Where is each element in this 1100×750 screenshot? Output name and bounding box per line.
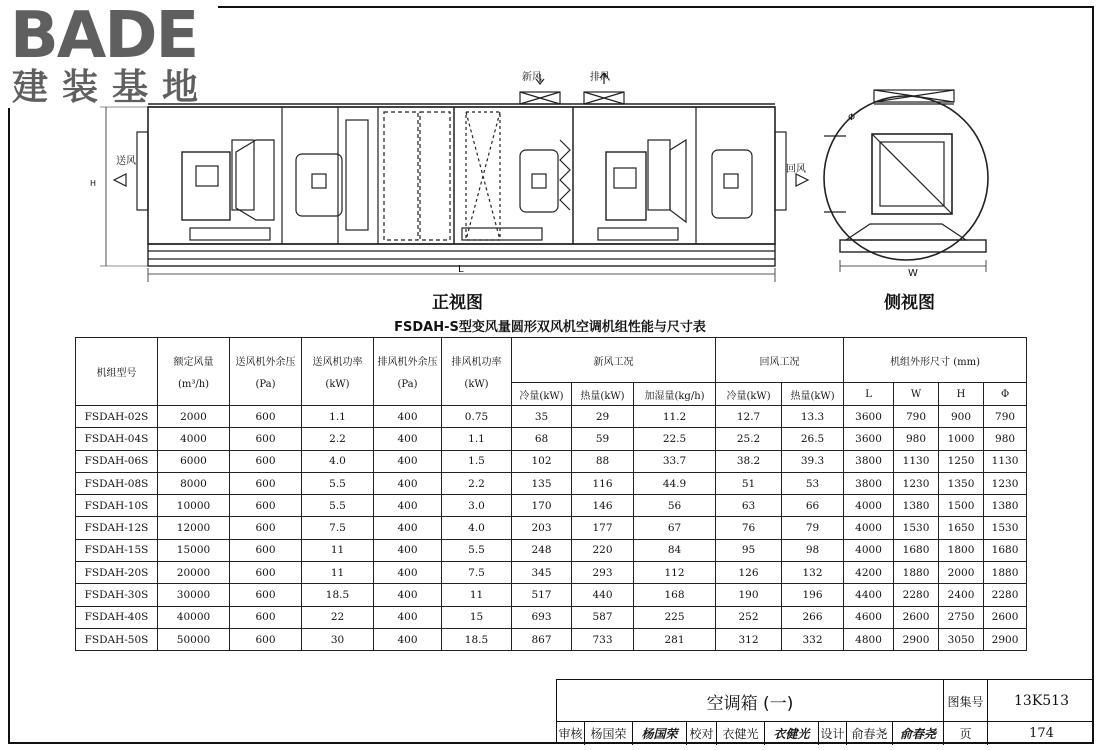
- table-cell: 587: [572, 606, 634, 628]
- table-cell: 220: [572, 539, 634, 561]
- label-fresh-air: 新风: [522, 72, 542, 83]
- table-cell: 38.2: [716, 450, 782, 472]
- table-cell: 5.5: [302, 472, 374, 494]
- table-cell: 600: [230, 495, 302, 517]
- table-cell: 88: [572, 450, 634, 472]
- table-cell: 98: [782, 539, 844, 561]
- table-cell: 1130: [984, 450, 1027, 472]
- table-cell: 30: [302, 628, 374, 650]
- th-L: L: [844, 383, 894, 406]
- table-cell: 400: [374, 450, 442, 472]
- table-cell: 693: [512, 606, 572, 628]
- table-cell: 400: [374, 584, 442, 606]
- table-cell: 4.0: [442, 517, 512, 539]
- table-cell: 400: [374, 517, 442, 539]
- table-cell: 2280: [894, 584, 939, 606]
- reviewer-signature: 杨国荣: [633, 722, 687, 745]
- table-cell: 281: [634, 628, 716, 650]
- table-cell: 30000: [158, 584, 230, 606]
- table-cell: 1.1: [442, 428, 512, 450]
- table-cell: 2900: [894, 628, 939, 650]
- spec-table: [75, 337, 1027, 651]
- label-return-air: 回风: [786, 164, 806, 175]
- table-cell: 29: [572, 406, 634, 428]
- table-cell: 76: [716, 517, 782, 539]
- table-cell: 5.5: [302, 495, 374, 517]
- table-cell: 1380: [984, 495, 1027, 517]
- table-cell: 53: [782, 472, 844, 494]
- table-cell: 168: [634, 584, 716, 606]
- table-cell: 2400: [939, 584, 984, 606]
- table-cell: 4000: [158, 428, 230, 450]
- table-cell: 400: [374, 406, 442, 428]
- table-cell: 11: [302, 539, 374, 561]
- table-cell: 1530: [984, 517, 1027, 539]
- table-cell: 13.3: [782, 406, 844, 428]
- table-cell: 600: [230, 628, 302, 650]
- table-cell: 3800: [844, 472, 894, 494]
- table-cell: 2900: [984, 628, 1027, 650]
- logo-brand: BADE: [10, 0, 198, 73]
- th-supply-power: 送风机功率 (kW): [302, 338, 374, 406]
- title-block: [556, 679, 1094, 744]
- table-cell: 600: [230, 606, 302, 628]
- table-row: [76, 450, 1027, 472]
- th-airflow: 额定风量 (m³/h): [158, 338, 230, 406]
- front-view-label: 正视图: [432, 293, 483, 313]
- th-phi: Φ: [984, 383, 1027, 406]
- table-cell: 1250: [939, 450, 984, 472]
- table-cell: 2600: [894, 606, 939, 628]
- checker-name: 衣健光: [717, 722, 765, 745]
- th-cooling: 冷量(kW): [512, 383, 572, 406]
- table-cell: 84: [634, 539, 716, 561]
- table-cell: 10000: [158, 495, 230, 517]
- table-cell: 1680: [894, 539, 939, 561]
- table-cell: 68: [512, 428, 572, 450]
- table-cell: 2.2: [302, 428, 374, 450]
- table-cell: 132: [782, 562, 844, 584]
- table-cell: 3.0: [442, 495, 512, 517]
- drawing-name: 空调箱 (一): [557, 680, 944, 722]
- atlas-number: 13K513: [1014, 693, 1069, 709]
- label-dim-width: W: [908, 268, 918, 279]
- th-dimension-group: 机组外形尺寸 (mm): [844, 338, 1027, 383]
- table-cell: 1530: [894, 517, 939, 539]
- table-cell: FSDAH-20S: [76, 562, 158, 584]
- table-cell: 312: [716, 628, 782, 650]
- table-cell: 867: [512, 628, 572, 650]
- table-cell: 790: [894, 406, 939, 428]
- table-row: [76, 539, 1027, 561]
- table-cell: 1500: [939, 495, 984, 517]
- table-row: [76, 495, 1027, 517]
- table-cell: 7.5: [442, 562, 512, 584]
- table-row: [76, 606, 1027, 628]
- table-cell: 146: [572, 495, 634, 517]
- table-cell: 1380: [894, 495, 939, 517]
- table-cell: 733: [572, 628, 634, 650]
- table-cell: 25.2: [716, 428, 782, 450]
- table-cell: 22.5: [634, 428, 716, 450]
- table-cell: 600: [230, 472, 302, 494]
- table-cell: 3600: [844, 428, 894, 450]
- table-cell: 600: [230, 428, 302, 450]
- table-cell: 4.0: [302, 450, 374, 472]
- table-cell: FSDAH-02S: [76, 406, 158, 428]
- page-label: 页: [944, 722, 988, 745]
- table-row: [76, 562, 1027, 584]
- table-cell: 51: [716, 472, 782, 494]
- table-cell: 4400: [844, 584, 894, 606]
- table-cell: 600: [230, 406, 302, 428]
- table-cell: 196: [782, 584, 844, 606]
- reviewer-name: 杨国荣: [585, 722, 633, 745]
- design-label: 设计: [819, 722, 847, 745]
- table-cell: 440: [572, 584, 634, 606]
- table-row: [76, 517, 1027, 539]
- th-fresh-air-group: 新风工况: [512, 338, 716, 383]
- table-cell: 980: [984, 428, 1027, 450]
- table-cell: 980: [894, 428, 939, 450]
- table-cell: 63: [716, 495, 782, 517]
- logo-subtitle: 建装基地: [12, 67, 213, 108]
- table-cell: 1800: [939, 539, 984, 561]
- label-supply-air: 送风: [116, 156, 136, 167]
- table-cell: 3800: [844, 450, 894, 472]
- table-cell: 400: [374, 495, 442, 517]
- table-cell: 1350: [939, 472, 984, 494]
- table-cell: 1880: [894, 562, 939, 584]
- table-cell: 1680: [984, 539, 1027, 561]
- table-cell: 2000: [939, 562, 984, 584]
- table-cell: 4000: [844, 539, 894, 561]
- table-cell: 190: [716, 584, 782, 606]
- table-cell: 400: [374, 428, 442, 450]
- table-cell: 4200: [844, 562, 894, 584]
- table-cell: 18.5: [442, 628, 512, 650]
- table-cell: 1.1: [302, 406, 374, 428]
- table-cell: 3600: [844, 406, 894, 428]
- table-cell: 79: [782, 517, 844, 539]
- table-cell: 20000: [158, 562, 230, 584]
- table-row: [76, 628, 1027, 650]
- table-cell: 2.2: [442, 472, 512, 494]
- table-cell: 6000: [158, 450, 230, 472]
- table-cell: 35: [512, 406, 572, 428]
- table-cell: 203: [512, 517, 572, 539]
- table-cell: 40000: [158, 606, 230, 628]
- table-cell: 7.5: [302, 517, 374, 539]
- table-cell: FSDAH-15S: [76, 539, 158, 561]
- th-heating-r: 热量(kW): [782, 383, 844, 406]
- table-cell: 67: [634, 517, 716, 539]
- label-dim-dia: Φ: [848, 113, 856, 123]
- designer-name: 俞春尧: [847, 722, 893, 745]
- table-cell: FSDAH-40S: [76, 606, 158, 628]
- table-cell: 600: [230, 562, 302, 584]
- table-cell: 3050: [939, 628, 984, 650]
- table-cell: 248: [512, 539, 572, 561]
- table-cell: FSDAH-50S: [76, 628, 158, 650]
- table-cell: 600: [230, 584, 302, 606]
- review-label: 审核: [557, 722, 585, 745]
- table-cell: FSDAH-12S: [76, 517, 158, 539]
- table-cell: 400: [374, 539, 442, 561]
- table-cell: 5.5: [442, 539, 512, 561]
- table-cell: 66: [782, 495, 844, 517]
- table-cell: 33.7: [634, 450, 716, 472]
- th-exhaust-pressure: 排风机外余压 (Pa): [374, 338, 442, 406]
- th-exhaust-power: 排风机功率 (kW): [442, 338, 512, 406]
- table-cell: 8000: [158, 472, 230, 494]
- table-cell: 11: [302, 562, 374, 584]
- table-row: [76, 472, 1027, 494]
- table-cell: 2750: [939, 606, 984, 628]
- table-cell: 2000: [158, 406, 230, 428]
- table-cell: 2600: [984, 606, 1027, 628]
- table-cell: 4000: [844, 495, 894, 517]
- table-cell: 1880: [984, 562, 1027, 584]
- check-label: 校对: [687, 722, 717, 745]
- table-cell: 4800: [844, 628, 894, 650]
- table-cell: FSDAH-30S: [76, 584, 158, 606]
- table-cell: FSDAH-06S: [76, 450, 158, 472]
- table-cell: 102: [512, 450, 572, 472]
- table-cell: 1230: [984, 472, 1027, 494]
- th-H: H: [939, 383, 984, 406]
- table-cell: 15: [442, 606, 512, 628]
- table-cell: 50000: [158, 628, 230, 650]
- table-cell: 95: [716, 539, 782, 561]
- page-number: 174: [1029, 726, 1054, 741]
- table-cell: 266: [782, 606, 844, 628]
- th-supply-pressure: 送风机外余压 (Pa): [230, 338, 302, 406]
- table-cell: 1.5: [442, 450, 512, 472]
- side-view-label: 侧视图: [884, 293, 935, 313]
- table-cell: 4600: [844, 606, 894, 628]
- table-cell: 26.5: [782, 428, 844, 450]
- table-cell: 2280: [984, 584, 1027, 606]
- table-cell: 116: [572, 472, 634, 494]
- table-cell: 400: [374, 472, 442, 494]
- table-cell: 252: [716, 606, 782, 628]
- table-cell: 790: [984, 406, 1027, 428]
- unit-base: [148, 244, 775, 266]
- table-cell: 600: [230, 539, 302, 561]
- designer-signature: 俞春尧: [893, 722, 944, 745]
- table-cell: 225: [634, 606, 716, 628]
- table-cell: 56: [634, 495, 716, 517]
- table-cell: 0.75: [442, 406, 512, 428]
- table-cell: 900: [939, 406, 984, 428]
- table-row: [76, 584, 1027, 606]
- th-heating: 热量(kW): [572, 383, 634, 406]
- table-cell: 1000: [939, 428, 984, 450]
- checker-signature: 衣健光: [765, 722, 819, 745]
- table-row: [76, 428, 1027, 450]
- table-title: FSDAH-S型变风量圆形双风机空调机组性能与尺寸表: [394, 320, 706, 335]
- table-cell: 517: [512, 584, 572, 606]
- table-cell: 1650: [939, 517, 984, 539]
- table-cell: 345: [512, 562, 572, 584]
- table-cell: 12000: [158, 517, 230, 539]
- table-cell: 59: [572, 428, 634, 450]
- table-cell: 11.2: [634, 406, 716, 428]
- drawing-views: [0, 0, 1100, 316]
- table-cell: 332: [782, 628, 844, 650]
- label-dim-length: L: [458, 264, 464, 275]
- table-cell: FSDAH-04S: [76, 428, 158, 450]
- th-humidifying: 加湿量(kg/h): [634, 383, 716, 406]
- table-row: [76, 406, 1027, 428]
- table-cell: 39.3: [782, 450, 844, 472]
- table-cell: 600: [230, 517, 302, 539]
- table-cell: 22: [302, 606, 374, 628]
- table-cell: 15000: [158, 539, 230, 561]
- atlas-label: 图集号: [944, 680, 988, 722]
- th-return-air-group: 回风工况: [716, 338, 844, 383]
- label-dim-height: H: [90, 179, 97, 188]
- table-cell: FSDAH-08S: [76, 472, 158, 494]
- th-model: 机组型号: [76, 338, 158, 406]
- table-cell: 170: [512, 495, 572, 517]
- table-cell: 135: [512, 472, 572, 494]
- table-cell: 18.5: [302, 584, 374, 606]
- table-cell: FSDAH-10S: [76, 495, 158, 517]
- th-cooling-r: 冷量(kW): [716, 383, 782, 406]
- table-cell: 11: [442, 584, 512, 606]
- label-exhaust-air: 排风: [590, 72, 610, 83]
- table-cell: 4000: [844, 517, 894, 539]
- table-cell: 400: [374, 562, 442, 584]
- table-cell: 400: [374, 628, 442, 650]
- table-cell: 126: [716, 562, 782, 584]
- th-W: W: [894, 383, 939, 406]
- table-cell: 112: [634, 562, 716, 584]
- unit-casing: [148, 107, 775, 244]
- table-cell: 177: [572, 517, 634, 539]
- table-cell: 44.9: [634, 472, 716, 494]
- table-cell: 293: [572, 562, 634, 584]
- table-cell: 1130: [894, 450, 939, 472]
- table-cell: 1230: [894, 472, 939, 494]
- table-cell: 12.7: [716, 406, 782, 428]
- table-cell: 400: [374, 606, 442, 628]
- table-cell: 600: [230, 450, 302, 472]
